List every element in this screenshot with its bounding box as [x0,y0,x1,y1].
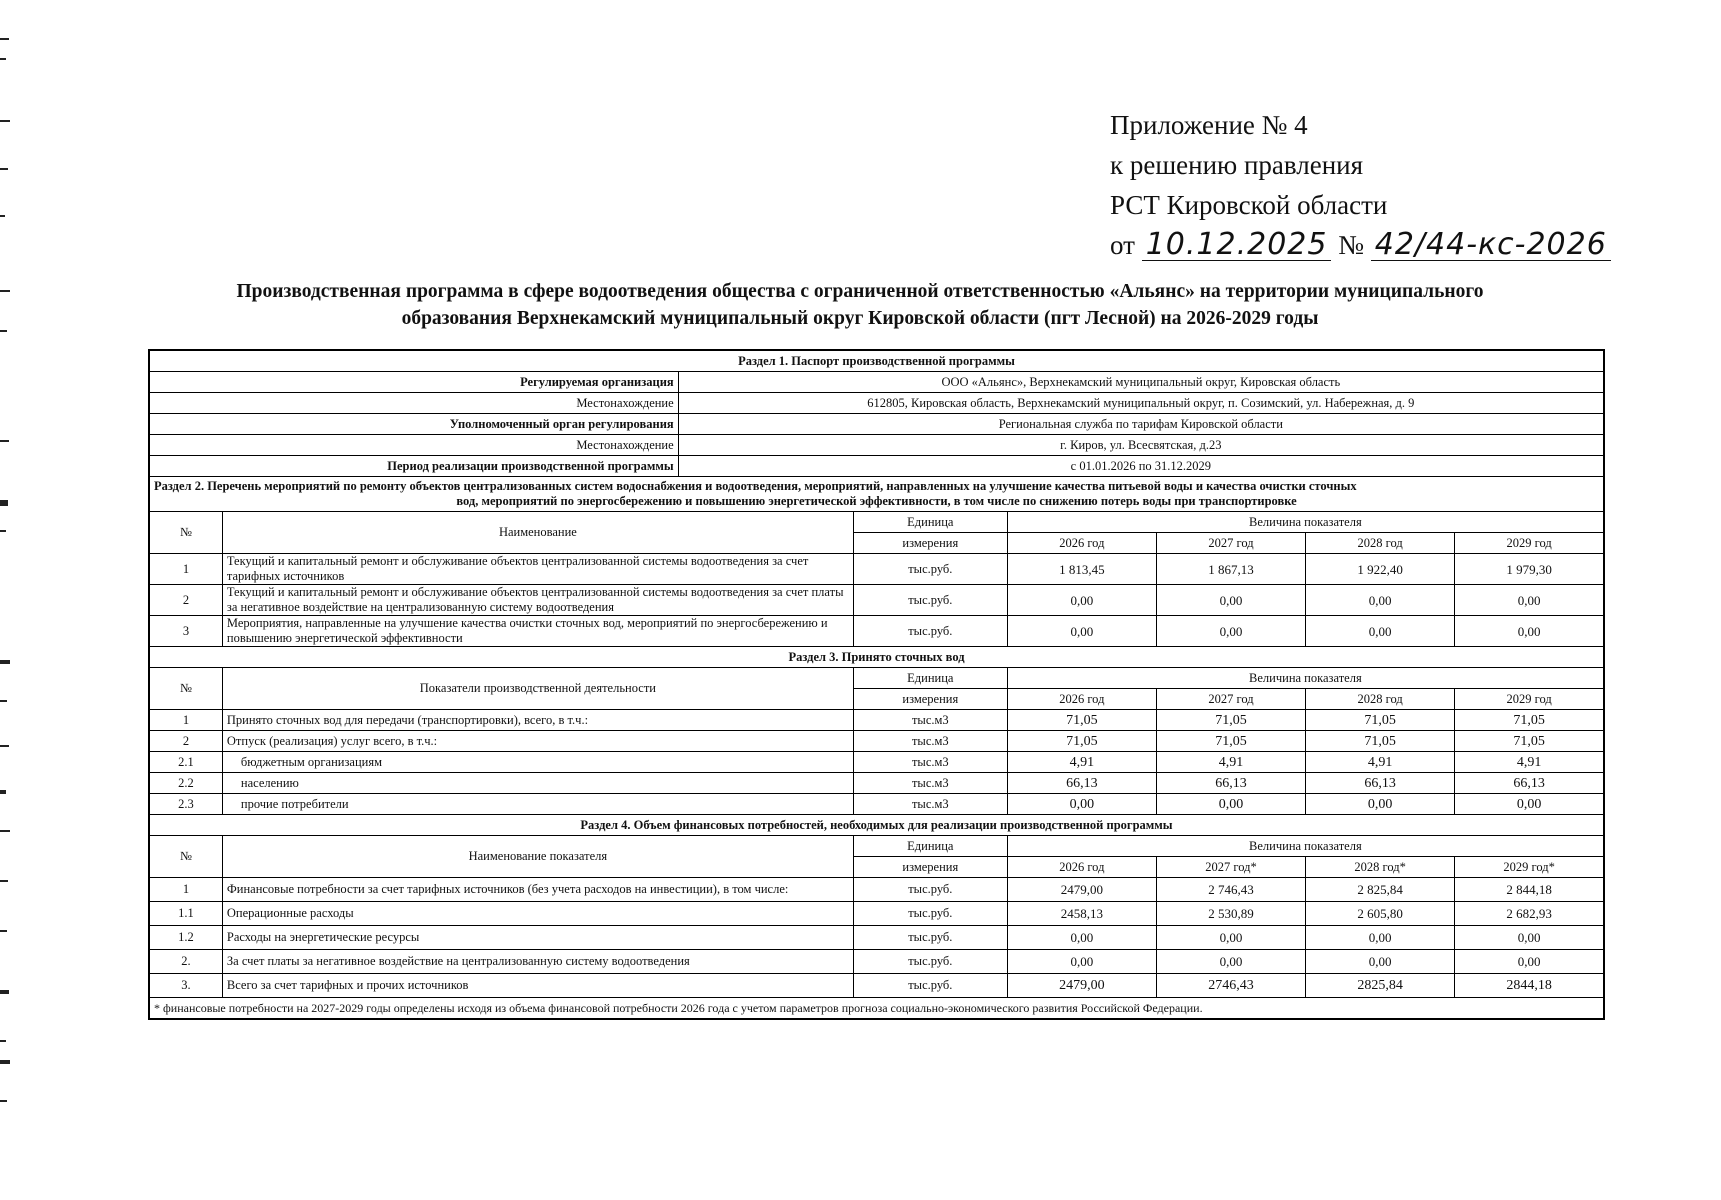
year-header: 2026 год [1007,857,1156,878]
row-name-line-2: за негативное воздействие на централизованную систему водоотведения [226,600,614,614]
section3-col-header-row [149,668,1604,689]
row-value: 0,00 [1306,950,1455,974]
row-name: Всего за счет тарифных и прочих источников [222,974,853,998]
col-value: Величина показателя [1007,668,1604,689]
col-name: Наименование показателя [222,836,853,878]
row-value: 71,05 [1306,731,1455,752]
row-value: 2825,84 [1306,974,1455,998]
appendix-block [1110,105,1611,265]
section2-header-line-1: Раздел 2. Перечень мероприятий по ремонту объектов централизованных систем водоснабжения и водоотведения, мероприятий, направленных на улучшение качества питьевой воды и качества очистки сточных [154,479,1357,493]
row-no: 2 [149,731,222,752]
document-title [150,278,1570,332]
col-unit-1: Единица [853,512,1007,533]
section2-col-header-row [149,512,1604,533]
col-name: Показатели производственной деятельности [222,668,853,710]
row-value: 0,00 [1007,794,1156,815]
passport-label: Местонахождение [149,393,678,414]
row-value: 71,05 [1156,731,1305,752]
section3-header-row [149,647,1604,668]
row-no: 1 [149,554,222,585]
row-value: 66,13 [1306,773,1455,794]
row-name: Расходы на энергетические ресурсы [222,926,853,950]
row-value: 0,00 [1007,616,1156,647]
row-unit: тыс.руб. [853,950,1007,974]
row-value: 0,00 [1156,926,1305,950]
row-value: 1 813,45 [1007,554,1156,585]
row-unit: тыс.м3 [853,794,1007,815]
footnote-row [149,998,1604,1020]
table-row [149,950,1604,974]
row-no: 2.3 [149,794,222,815]
passport-value: ООО «Альянс», Верхнекамский муниципальный округ, Кировская область [678,372,1604,393]
appendix-date-line [1110,225,1611,265]
year-header: 2027 год* [1156,857,1305,878]
col-no: № [149,512,222,554]
year-header: 2027 год [1156,689,1305,710]
section2-header-row [149,477,1604,512]
section1-header: Раздел 1. Паспорт производственной программы [149,350,1604,372]
row-name [222,554,853,585]
row-unit: тыс.руб. [853,902,1007,926]
section2-header [149,477,1604,512]
year-header: 2029 год* [1455,857,1604,878]
section1-header-row [149,350,1604,372]
table-row [149,731,1604,752]
col-no: № [149,668,222,710]
row-value: 2844,18 [1455,974,1604,998]
row-no: 3. [149,974,222,998]
section4-col-header-row [149,836,1604,857]
section1-row [149,414,1604,435]
table-row [149,926,1604,950]
year-header: 2026 год [1007,689,1156,710]
year-header: 2027 год [1156,533,1305,554]
row-value: 2 530,89 [1156,902,1305,926]
col-value: Величина показателя [1007,512,1604,533]
row-value: 71,05 [1156,710,1305,731]
row-value: 2 605,80 [1306,902,1455,926]
row-value: 4,91 [1455,752,1604,773]
row-unit: тыс.руб. [853,974,1007,998]
table-row [149,752,1604,773]
row-value: 66,13 [1007,773,1156,794]
row-name-line-1: Мероприятия, направленные на улучшение качества очистки сточных вод, мероприятий по энергосбережению и [226,616,828,630]
row-name [222,616,853,647]
row-value: 71,05 [1007,710,1156,731]
handwritten-number: 42/44-кс-2026 [1371,230,1611,261]
passport-label: Регулируемая организация [149,372,678,393]
row-value: 0,00 [1455,926,1604,950]
table-row [149,902,1604,926]
row-no: 2 [149,585,222,616]
row-unit: тыс.руб. [853,878,1007,902]
section4-header-row [149,815,1604,836]
number-sign: № [1338,230,1364,260]
scan-edge-marks [0,0,12,1200]
row-name: За счет платы за негативное воздействие на централизованную систему водоотведения [222,950,853,974]
row-name-line-2: повышению энергетической эффективности [226,631,463,645]
row-value: 66,13 [1455,773,1604,794]
row-value: 2479,00 [1007,974,1156,998]
row-value: 0,00 [1455,794,1604,815]
year-header: 2029 год [1455,533,1604,554]
row-value: 71,05 [1007,731,1156,752]
row-value: 0,00 [1156,616,1305,647]
year-header: 2029 год [1455,689,1604,710]
section1-row [149,435,1604,456]
section1-row [149,372,1604,393]
row-name: населению [222,773,853,794]
row-value: 0,00 [1156,794,1305,815]
row-no: 1.2 [149,926,222,950]
row-value: 0,00 [1306,794,1455,815]
row-value: 4,91 [1156,752,1305,773]
table-row [149,974,1604,998]
row-value: 0,00 [1007,926,1156,950]
row-name: Принято сточных вод для передачи (транспортировки), всего, в т.ч.: [222,710,853,731]
row-unit: тыс.м3 [853,773,1007,794]
passport-value: г. Киров, ул. Всесвятская, д.23 [678,435,1604,456]
row-value: 4,91 [1007,752,1156,773]
section4-header: Раздел 4. Объем финансовых потребностей, необходимых для реализации производственной программы [149,815,1604,836]
section3-header: Раздел 3. Принято сточных вод [149,647,1604,668]
row-name-line-1: Текущий и капитальный ремонт и обслуживание объектов централизованной системы водоотведения за счет платы [226,585,844,599]
row-value: 2 682,93 [1455,902,1604,926]
col-unit-1: Единица [853,836,1007,857]
row-value: 2 825,84 [1306,878,1455,902]
row-value: 0,00 [1455,585,1604,616]
row-unit: тыс.м3 [853,731,1007,752]
year-header: 2028 год [1306,533,1455,554]
row-name: бюджетным организациям [222,752,853,773]
row-value: 0,00 [1156,950,1305,974]
col-name: Наименование [222,512,853,554]
program-table [148,349,1605,1020]
row-value: 0,00 [1007,585,1156,616]
row-no: 2.1 [149,752,222,773]
title-line-1: Производственная программа в сфере водоотведения общества с ограниченной ответственностью «Альянс» на территории муниципального [236,281,1484,302]
row-unit: тыс.руб. [853,585,1007,616]
row-no: 3 [149,616,222,647]
year-header: 2028 год [1306,689,1455,710]
table-row [149,554,1604,585]
col-unit-2: измерения [853,689,1007,710]
row-value: 0,00 [1306,585,1455,616]
row-value: 71,05 [1455,710,1604,731]
row-value: 0,00 [1156,585,1305,616]
appendix-line-1: Приложение № 4 [1110,110,1308,140]
row-name: Отпуск (реализация) услуг всего, в т.ч.: [222,731,853,752]
col-unit-2: измерения [853,533,1007,554]
row-value: 71,05 [1455,731,1604,752]
row-name: Операционные расходы [222,902,853,926]
row-value: 1 922,40 [1306,554,1455,585]
title-line-2: образования Верхнекамский муниципальный округ Кировской области (пгт Лесной) на 2026-2029 годы [401,308,1319,329]
section1-row [149,393,1604,414]
row-no: 1 [149,878,222,902]
row-name-line-2: тарифных источников [226,569,345,583]
row-unit: тыс.руб. [853,616,1007,647]
row-no: 2.2 [149,773,222,794]
table-row [149,773,1604,794]
footnote: * финансовые потребности на 2027-2029 годы определены исходя из объема финансовой потребности 2026 года с учетом параметров прогноза социально-экономического развития Российской Федерации. [149,998,1604,1020]
table-row [149,710,1604,731]
row-value: 2479,00 [1007,878,1156,902]
row-value: 0,00 [1306,616,1455,647]
row-value: 2746,43 [1156,974,1305,998]
row-no: 1 [149,710,222,731]
row-no: 2. [149,950,222,974]
from-prefix: от [1110,230,1135,260]
row-value: 66,13 [1156,773,1305,794]
table-row [149,585,1604,616]
row-value: 2 746,43 [1156,878,1305,902]
row-name: Финансовые потребности за счет тарифных источников (без учета расходов на инвестиции), в том числе: [222,878,853,902]
appendix-line-3: РСТ Кировской области [1110,190,1388,220]
row-value: 2458,13 [1007,902,1156,926]
col-unit-1: Единица [853,668,1007,689]
table-row [149,878,1604,902]
table-row [149,794,1604,815]
row-unit: тыс.м3 [853,710,1007,731]
passport-label: Местонахождение [149,435,678,456]
row-value: 71,05 [1306,710,1455,731]
row-unit: тыс.м3 [853,752,1007,773]
col-unit-2: измерения [853,857,1007,878]
row-unit: тыс.руб. [853,554,1007,585]
passport-value: с 01.01.2026 по 31.12.2029 [678,456,1604,477]
row-value: 0,00 [1455,616,1604,647]
row-value: 1 979,30 [1455,554,1604,585]
section2-header-line-2: вод, мероприятий по энергосбережению и повышению энергетической эффективности, в том числе по снижению потерь воды при транспортировке [456,494,1297,508]
section1-row [149,456,1604,477]
row-value: 0,00 [1455,950,1604,974]
row-value: 0,00 [1007,950,1156,974]
passport-label: Уполномоченный орган регулирования [149,414,678,435]
row-value: 0,00 [1306,926,1455,950]
appendix-line-2: к решению правления [1110,150,1364,180]
row-value: 4,91 [1306,752,1455,773]
row-unit: тыс.руб. [853,926,1007,950]
col-value: Величина показателя [1007,836,1604,857]
year-header: 2026 год [1007,533,1156,554]
row-value: 1 867,13 [1156,554,1305,585]
col-no: № [149,836,222,878]
row-name [222,585,853,616]
row-name-line-1: Текущий и капитальный ремонт и обслуживание объектов централизованной системы водоотведения за счет [226,554,809,568]
passport-value: Региональная служба по тарифам Кировской области [678,414,1604,435]
table-row [149,616,1604,647]
passport-value: 612805, Кировская область, Верхнекамский муниципальный округ, п. Созимский, ул. Набережная, д. 9 [678,393,1604,414]
year-header: 2028 год* [1306,857,1455,878]
row-name: прочие потребители [222,794,853,815]
handwritten-date: 10.12.2025 [1142,230,1332,261]
row-value: 2 844,18 [1455,878,1604,902]
passport-label: Период реализации производственной программы [149,456,678,477]
row-no: 1.1 [149,902,222,926]
